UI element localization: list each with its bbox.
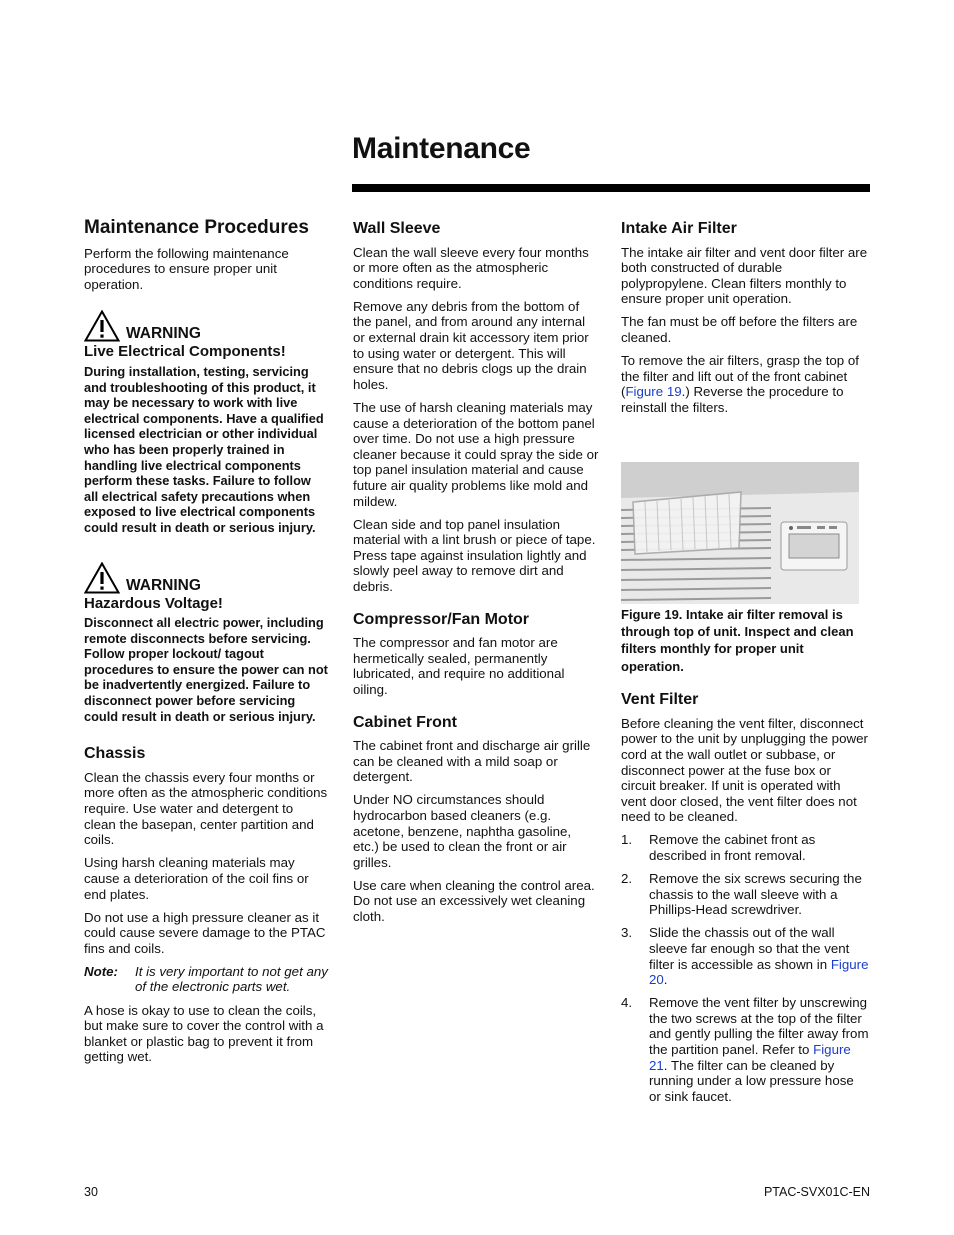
warning-live-electrical xyxy=(84,310,328,535)
cabinet-paragraph: Under NO circumstances should hydrocarbon based cleaners (e.g. acetone, benzene, naphtha gasoline, etc.) be used to clean the front or air grilles. xyxy=(353,792,572,870)
chassis-paragraph: A hose is okay to use to clean the coils, but make sure to cover the control with a blanket or plastic bag to prevent it from getting wet. xyxy=(84,1002,324,1065)
figure-21-link[interactable]: Figure 21 xyxy=(649,1042,851,1073)
wall-sleeve-paragraph: Clean side and top panel insulation material with a lint brush or piece of tape. Press tape against insulation lightly and slowly peel away to remove dirt and debris. xyxy=(353,516,596,594)
figure-19-caption: Figure 19. Intake air filter removal is through top of unit. Inspect and clean filters monthly for proper unit operation. xyxy=(621,606,854,674)
figure-20-link[interactable]: Figure 20 xyxy=(649,956,869,988)
vent-filter-section xyxy=(621,692,869,1104)
wall-sleeve-paragraph: Remove any debris from the bottom of the panel, and from around any internal or external drain kit accessory item prior to using water or detergent. This will ensure that no debris clogs up the drain holes. xyxy=(353,298,589,392)
page-title: Maintenance xyxy=(352,132,531,165)
cabinet-front-heading: Cabinet Front xyxy=(353,713,457,731)
warning-label: WARNING xyxy=(126,576,201,594)
cabinet-paragraph: Use care when cleaning the control area. Do not use an excessively wet cleaning cloth. xyxy=(353,877,595,925)
chassis-note xyxy=(84,964,328,995)
maintenance-procedures-heading: Maintenance Procedures xyxy=(84,217,309,238)
figure-19-photo xyxy=(621,462,859,604)
wall-sleeve-heading: Wall Sleeve xyxy=(353,220,441,237)
ptac-unit-image xyxy=(621,462,859,604)
warning-triangle-icon xyxy=(84,562,120,594)
vent-steps-list xyxy=(621,832,869,1104)
document-id: PTAC-SVX01C-EN xyxy=(763,1185,870,1199)
column-left xyxy=(84,218,328,1072)
page-number: 30 xyxy=(84,1185,98,1199)
intake-air-filter-heading: Intake Air Filter xyxy=(621,220,737,237)
column-middle xyxy=(353,218,599,932)
vent-filter-heading: Vent Filter xyxy=(621,691,699,709)
intro-paragraph: Perform the following maintenance procedures to ensure proper unit operation. xyxy=(84,245,289,292)
note-label: Note: xyxy=(84,963,118,979)
compressor-section xyxy=(353,612,599,698)
warning-hazardous-voltage xyxy=(84,562,328,725)
title-rule xyxy=(352,184,870,192)
chassis-paragraph: Clean the chassis every four months or more often as the atmospheric conditions require. Use water and detergent to clean the basepan, center partition and coils. xyxy=(84,769,328,848)
chassis-paragraph: Do not use a high pressure cleaner as it could cause severe damage to the PTAC fins and coils. xyxy=(84,909,326,956)
chassis-heading: Chassis xyxy=(84,745,146,763)
figure-19-link[interactable]: Figure 19 xyxy=(625,384,682,400)
list-item: 2. Remove the six screws securing the chassis to the wall sleeve with a Phillips-Head screwdriver. xyxy=(621,871,862,918)
note-text: It is very important to not get any of the electronic parts wet. xyxy=(135,963,328,995)
warning-title: Hazardous Voltage! xyxy=(84,594,223,612)
warning-body: Disconnect all electric power, including remote disconnects before servicing. Follow proper lockout/ tagout procedures to ensure the power can not be inadvertently energized. Failure to disconnect power before servicing could result in death or serious injury. xyxy=(84,615,328,724)
compressor-heading: Compressor/Fan Motor xyxy=(353,610,530,628)
chassis-paragraph: Using harsh cleaning materials may cause a deterioration of the coil fins or end plates. xyxy=(84,855,309,902)
list-item: 4. Remove the vent filter by unscrewing the two screws at the top of the filter and gently pulling the filter away from the partition panel. Refer to Figure 21. The filter can be cleaned by running under a low pressure hose or sink faucet. xyxy=(621,995,869,1104)
wall-sleeve-paragraph: The use of harsh cleaning materials may cause a deterioration of the bottom panel over time. Do not use a high pressure cleaner because it could spray the side or top panel insulation material and cause future air quality problems like mold and mildew. xyxy=(353,399,599,509)
warning-triangle-icon xyxy=(84,310,120,342)
vent-paragraph: Before cleaning the vent filter, disconnect power to the unit by unplugging the power cord at the wall outlet or subbase, or disconnect power at the fuse box or circuit breaker. If unit is operated with vent door closed, the vent filter does not need to be cleaned. xyxy=(621,715,868,825)
list-item: 3. Slide the chassis out of the wall sleeve far enough so that the vent filter is accessible as shown in Figure 20. xyxy=(621,925,869,988)
intake-paragraph: The fan must be off before the filters are cleaned. xyxy=(621,314,858,346)
compressor-paragraph: The compressor and fan motor are hermetically sealed, permanently lubricated, and require no additional oiling. xyxy=(353,635,565,697)
intake-paragraph: The intake air filter and vent door filter are both constructed of durable polypropylene. Clean filters monthly to ensure proper unit operation. xyxy=(621,244,868,307)
chassis-section xyxy=(84,746,328,1065)
column-right xyxy=(621,218,869,1112)
cabinet-paragraph: The cabinet front and discharge air grille can be cleaned with a mild soap or detergent. xyxy=(353,738,591,785)
warning-title: Live Electrical Components! xyxy=(84,343,286,361)
intake-paragraph: To remove the air filters, grasp the top of the filter and lift out of the front cabinet (Figure 19.) Reverse the procedure to reinstall the filters. xyxy=(621,353,859,415)
wall-sleeve-paragraph: Clean the wall sleeve every four months or more often as the atmospheric conditions require. xyxy=(353,244,589,291)
list-item: 1. Remove the cabinet front as described in front removal. xyxy=(621,832,816,863)
warning-label: WARNING xyxy=(126,325,201,343)
cabinet-front-section xyxy=(353,715,599,925)
warning-body: During installation, testing, servicing and troubleshooting of this product, it may be necessary to work with live electrical components. Have a qualified licensed electrician or other individual who has been properly trained in handling live electrical components perform these tasks. Failure to follow all electrical safety precautions when exposed to live electrical components could result in death or serious injury. xyxy=(84,363,324,535)
